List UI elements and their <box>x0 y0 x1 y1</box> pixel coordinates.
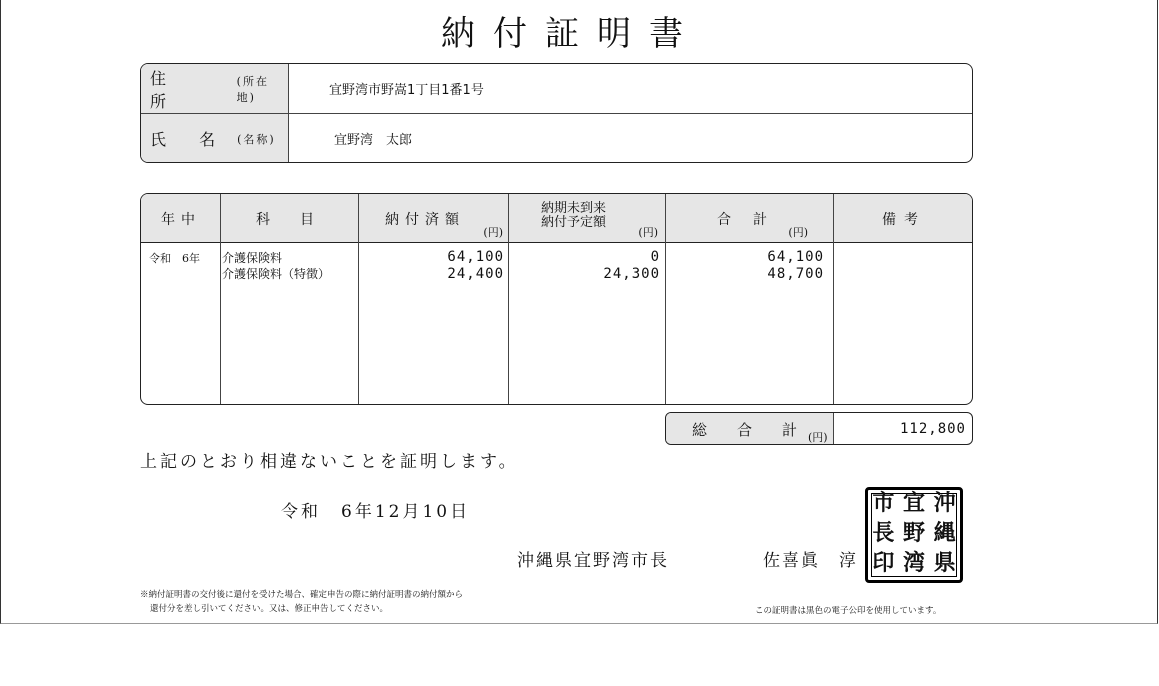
seal-char: 湾 <box>902 551 925 576</box>
row2-total: 48,700 <box>767 266 824 282</box>
grand-total-label: 総 合 計 <box>692 421 798 439</box>
grand-total-box <box>665 412 973 445</box>
name-value: 宜野湾 太郎 <box>334 133 413 148</box>
electronic-seal-note: この証明書は黒色の電子公印を使用しています。 <box>755 606 942 616</box>
grand-total-unit: (円) <box>808 431 828 444</box>
seal-char: 縄 <box>933 521 956 546</box>
header-year: 年中 <box>161 211 201 228</box>
name-row <box>141 113 972 163</box>
grand-total-value: 112,800 <box>899 420 966 437</box>
address-label: 住 所 <box>150 68 181 111</box>
header-pending <box>509 194 666 243</box>
row1-paid: 64,100 <box>447 249 504 265</box>
official-seal-stamp <box>865 487 963 583</box>
certification-statement: 上記のとおり相違ないことを証明します。 <box>140 452 519 472</box>
row1-year: 令和 6年 <box>149 252 200 265</box>
seal-char: 沖 <box>933 491 956 516</box>
grand-total-label-cell <box>666 413 834 444</box>
taxpayer-info-box <box>140 63 973 163</box>
seal-char: 県 <box>933 551 956 576</box>
header-paid-unit: (円) <box>483 226 503 239</box>
mayor-name: 佐喜眞 淳 <box>763 551 858 571</box>
header-pending-unit: (円) <box>638 226 658 239</box>
row1-pending: 0 <box>650 249 660 265</box>
row2-pending: 24,300 <box>603 266 660 282</box>
header-pending-label <box>541 202 606 230</box>
address-row <box>141 64 972 113</box>
name-sublabel: (名称) <box>237 132 276 146</box>
address-label-cell <box>141 64 289 113</box>
header-pending-line2: 納付予定額 <box>540 214 606 230</box>
issue-date: 令和 6年12月10日 <box>281 502 471 522</box>
header-pending-line1: 納期未到来 <box>540 200 606 216</box>
header-total <box>666 194 834 243</box>
seal-char: 市 <box>872 491 895 516</box>
row1-total: 64,100 <box>767 249 824 265</box>
refund-note-line2: 還付分を差し引いてください。又は、修正申告してください。 <box>150 604 389 614</box>
name-label-cell <box>141 114 289 163</box>
seal-char: 長 <box>872 521 895 546</box>
address-value: 宜野湾市野嵩1丁目1番1号 <box>329 83 484 98</box>
refund-note-line1: ※納付証明書の交付後に還付を受けた場合、確定申告の際に納付証明書の納付額から <box>140 590 464 600</box>
row2-item: 介護保険料（特徴） <box>222 267 331 281</box>
address-sublabel: (所在地) <box>236 74 269 104</box>
header-total-unit: (円) <box>788 226 808 239</box>
seal-char: 野 <box>902 521 925 546</box>
seal-char: 印 <box>872 551 895 576</box>
name-label: 氏 名 <box>150 130 230 149</box>
header-paid <box>359 194 509 243</box>
header-item: 科目 <box>256 211 344 228</box>
seal-character-grid <box>868 490 960 580</box>
mayor-title: 沖縄県宜野湾市長 <box>517 551 669 571</box>
row1-item: 介護保険料 <box>222 251 283 265</box>
row2-paid: 24,400 <box>447 266 504 282</box>
header-paid-label: 納付済額 <box>385 211 465 228</box>
payment-table <box>140 193 973 405</box>
header-remarks: 備考 <box>882 211 926 228</box>
header-total-label: 合計 <box>717 211 789 228</box>
refund-note <box>140 588 463 616</box>
seal-char: 宜 <box>902 491 925 516</box>
document-title: 納付証明書 <box>441 14 701 54</box>
